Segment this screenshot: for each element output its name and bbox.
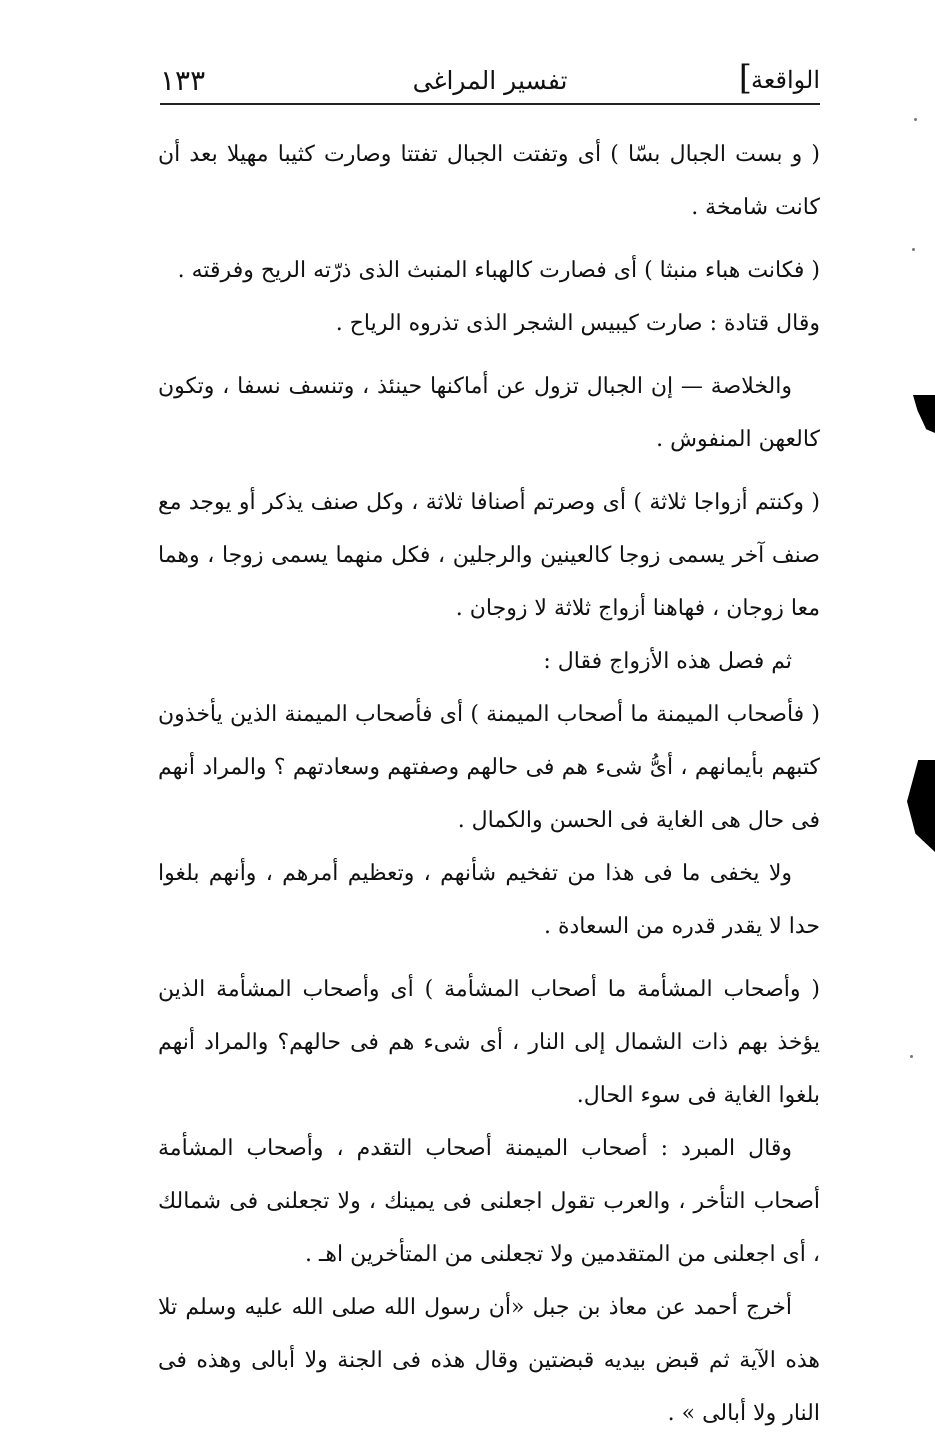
page-header	[160, 58, 820, 108]
scan-speck	[912, 248, 915, 251]
header-bracket: ]	[738, 58, 752, 98]
page-number: ١٣٣	[160, 64, 206, 97]
scan-speck	[910, 1055, 913, 1058]
scan-edge-mark	[913, 395, 935, 433]
paragraph: والخلاصة — إن الجبال تزول عن أماكنها حينئذ ، وتنسف نسفا ، وتكون كالعهن المنفوش .	[158, 374, 820, 452]
paragraph: ( و بست الجبال بسّا ) أى وتفتت الجبال تفتتا وصارت كثيبا مهيلا بعد أن كانت شامخة .	[158, 142, 820, 220]
scan-edge-mark	[907, 760, 935, 852]
sura-name: الواقعة	[751, 66, 820, 94]
paragraph: ( فأصحاب الميمنة ما أصحاب الميمنة ) أى فأصحاب الميمنة الذين يأخذون كتبهم بأيمانهم ، أىُّ شىء هم فى حالهم وصفتهم وسعادتهم ؟ والمراد أنهم فى حال هى الغاية فى الحسن والكمال .	[158, 702, 820, 833]
paragraph: ولا يخفى ما فى هذا من تفخيم شأنهم ، وتعظيم أمرهم ، وأنهم بلغوا حدا لا يقدر قدره من السعادة .	[158, 861, 820, 939]
paragraph: ( وأصحاب المشأمة ما أصحاب المشأمة ) أى وأصحاب المشأمة الذين يؤخذ بهم ذات الشمال إلى النار ، أى شىء هم فى حالهم؟ والمراد أنهم بلغوا الغاية فى سوء الحال.	[158, 977, 820, 1108]
book-title: تفسير المراغى	[412, 66, 568, 95]
header-rule	[160, 103, 820, 105]
paragraph: ثم فصل هذه الأزواج فقال :	[543, 649, 792, 674]
paragraph: أخرج أحمد عن معاذ بن جبل «أن رسول الله صلى الله عليه وسلم تلا هذه الآية ثم قبض بيديه قبضتين وقال هذه فى الجنة ولا أبالى وهذه فى النار ولا أبالى » .	[158, 1295, 820, 1426]
paragraph: ( وكنتم أزواجا ثلاثة ) أى وصرتم أصنافا ثلاثة ، وكل صنف يذكر أو يوجد مع صنف آخر يسمى زوجا كالعينين والرجلين ، فكل منهما يسمى زوجا ، وهما معا زوجان ، فهاهنا أزواج ثلاثة لا زوجان .	[158, 490, 820, 621]
scan-speck	[914, 118, 917, 121]
paragraph: وقال قتادة : صارت كيبيس الشجر الذى تذروه الرياح .	[335, 311, 820, 336]
body-text	[158, 128, 820, 1440]
paragraph: ( فكانت هباء منبثا ) أى فصارت كالهباء المنبث الذى ذرّته الريح وفرقته .	[177, 258, 820, 283]
paragraph: وقال المبرد : أصحاب الميمنة أصحاب التقدم ، وأصحاب المشأمة أصحاب التأخر ، والعرب تقول اجعلنى فى يمينك ، ولا تجعلنى فى شمالك ، أى اجعلنى من المتقدمين ولا تجعلنى من المتأخرين اهـ .	[158, 1136, 820, 1267]
